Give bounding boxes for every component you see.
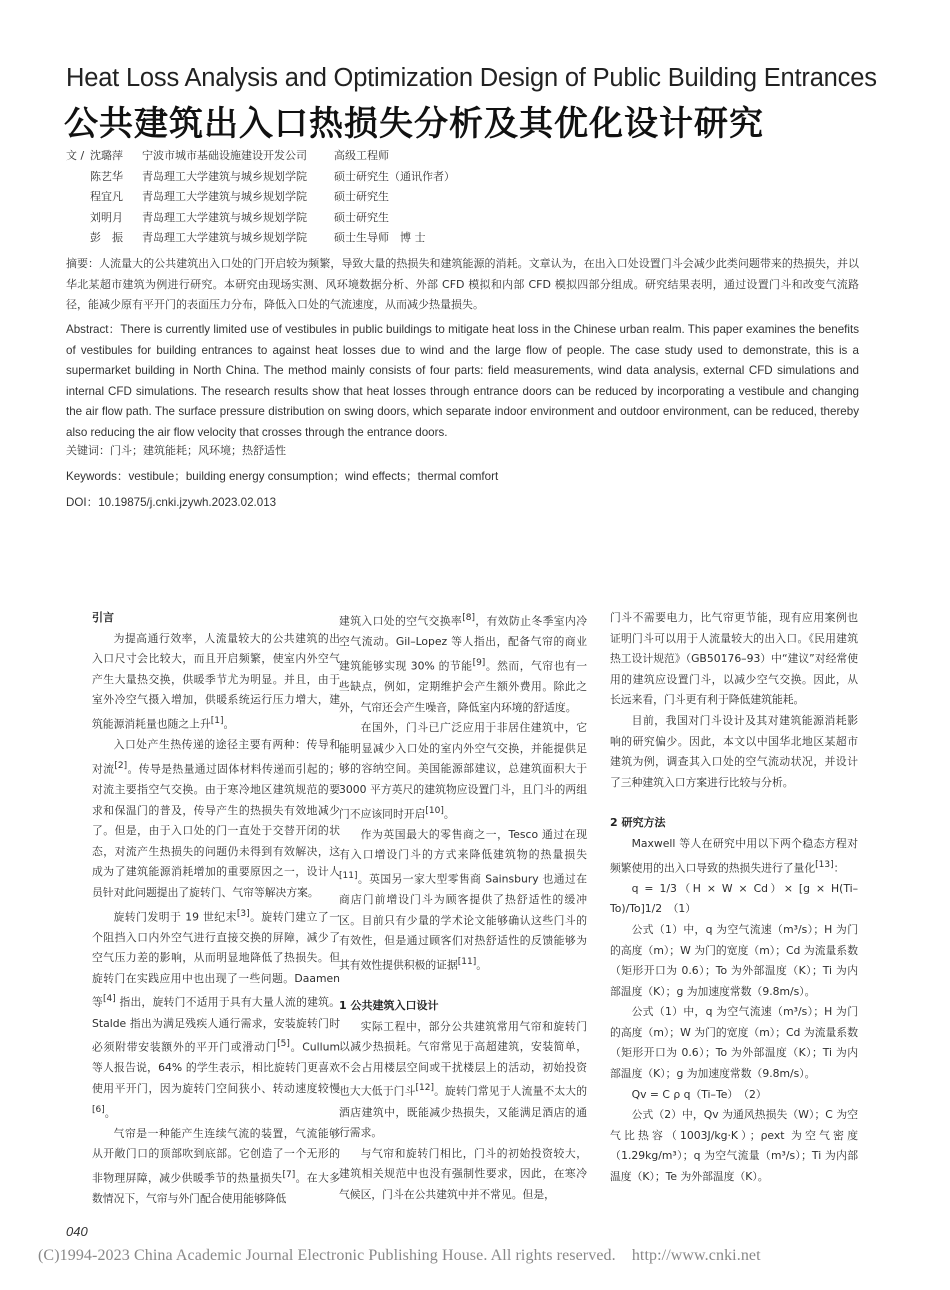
paragraph: 作为英国最大的零售商之一，Tesco 通过在现有入口增设门斗的方式来降低建筑物的热量损失[11]。英国另一家大型零售商 Sainsbury 也通过在商店门前增设门斗为顾客提供了热舒适性的缓冲区。目前只有少量的学术论文能够确认这些门斗的有效性，但是通过顾客们对热舒适性的反馈能够为其有效性提供积极的证据[11]。 xyxy=(339,827,587,972)
paragraph: Maxwell 等人在研究中用以下两个稳态方程对频繁使用的出入口导致的热损失进行了量化[13]： xyxy=(610,836,858,875)
citation-ref[interactable]: [12] xyxy=(415,1083,434,1094)
author-title: 硕士研究生 xyxy=(334,190,389,203)
citation-ref[interactable]: [6] xyxy=(92,1104,105,1115)
author-org: 青岛理工大学建筑与城乡规划学院 xyxy=(142,210,307,224)
doi-link[interactable]: DOI：10.19875/j.cnki.jzywh.2023.02.013 xyxy=(66,496,277,509)
body-column-2 xyxy=(339,608,587,1206)
author-title: 硕士生导师 博 士 xyxy=(334,231,426,244)
author-name: 陈艺华 xyxy=(90,169,123,183)
paragraph: 公式（1）中，q 为空气流速（m³/s）；H 为门的高度（m）；W 为门的宽度（m）；Cd 为流量系数（矩形开口为 0.6）；To 为外部温度（K）；Ti 为内部温度（K）；g 为加速度常数（9.8m/s）。 xyxy=(610,922,858,998)
author-org: 青岛理工大学建筑与城乡规划学院 xyxy=(142,190,307,203)
author-row xyxy=(66,187,534,208)
author-prefix: 文 / xyxy=(66,149,85,162)
author-org: 宁波市城市基础设施建设开发公司 xyxy=(142,149,307,162)
paragraph: 与气帘和旋转门相比，门斗的初始投资较大，建筑相关规范中也没有强制性要求，因此，在寒冷气候区，门斗在公共建筑中并不常见。但是， xyxy=(339,1146,587,1201)
citation-ref[interactable]: [7] xyxy=(282,1170,296,1180)
author-name: 刘明月 xyxy=(90,210,123,224)
title-chinese: 公共建筑出入口热损失分析及其优化设计研究 xyxy=(64,104,764,144)
citation-ref[interactable]: [10] xyxy=(425,805,444,816)
author-row xyxy=(66,167,534,188)
page-number: 040 xyxy=(66,1224,88,1239)
author-row xyxy=(66,208,534,229)
author-org: 青岛理工大学建筑与城乡规划学院 xyxy=(142,169,307,183)
paragraph: 旋转门发明于 19 世纪末[3]。旋转门建立了一个阻挡入口内外空气进行直接交换的屏障，减少了空气压力差的影响，从而明显地降低了热损失。但旋转门在实践应用中也出现了一些问题。Daamen 等[4] 指出，旋转门不适用于具有大量人流的建筑。Stalde 指出为满足残疾人通行需求，安装旋转门时必须附带安装额外的平开门或滑动门[5]。Cullum 等人报告说，64% 的学生表示，相比旋转门更喜欢使用平开门，因为旋转门空间狭小、转动速度较慢[6]。 xyxy=(92,908,341,1120)
author-title: 硕士研究生（通讯作者） xyxy=(334,169,455,183)
author-org: 青岛理工大学建筑与城乡规划学院 xyxy=(142,231,307,244)
copyright-watermark: (C)1994-2023 China Academic Journal Electronic Publishing House. All rights reserved. http://www.cnki.net xyxy=(38,1247,761,1264)
citation-ref[interactable]: [8] xyxy=(462,613,475,623)
keywords-chinese: 关键词：门斗；建筑能耗；风环境；热舒适性 xyxy=(66,444,286,457)
citation-ref[interactable]: [13] xyxy=(815,859,834,870)
section-heading-2: 2 研究方法 xyxy=(610,816,666,830)
citation-ref[interactable]: [11] xyxy=(339,870,358,881)
paragraph: 为提高通行效率，人流量较大的公共建筑的出入口尺寸会比较大，而且开启频繁，使室内外空气产生大量热交换，供暖季节尤为明显。并且，由于室外冷空气摄入增加，供暖系统运行压力增大，建筑能源消耗量也随之上升[1]。 xyxy=(92,631,340,731)
body-column-3 xyxy=(610,608,858,1188)
section-heading-intro: 引言 xyxy=(92,611,114,624)
abstract-chinese: 摘要：人流量大的公共建筑出入口处的门开启较为频繁，导致大量的热损失和建筑能源的消耗。文章认为，在出入口处设置门斗会减少此类问题带来的热损失，并以华北某超市建筑为例进行研究。本研究由现场实测、风环境数据分析、外部 CFD 模拟和内部 CFD 模拟四部分组成。研究结果表明，通过设置门斗和改变气流路径，能减少原有平开门的表面压力分布，降低入口处的气流速度，从而减少热量损失。 xyxy=(66,257,859,311)
author-list xyxy=(66,146,534,249)
citation-ref[interactable]: [2] xyxy=(114,760,128,771)
author-name: 程宜凡 xyxy=(90,190,123,203)
body-column-1 xyxy=(92,608,340,1210)
author-row xyxy=(66,146,534,167)
citation-ref[interactable]: [4] xyxy=(103,994,116,1005)
author-title: 高级工程师 xyxy=(334,149,389,162)
paragraph: 气帘是一种能产生连续气流的装置，气流能够从开敞门口的顶部吹到底部。它创造了一个无形的非物理屏障，减少供暖季节的热量损失[7]。在大多数情况下，气帘与外门配合使用能够降低 xyxy=(92,1126,341,1206)
citation-ref[interactable]: [9] xyxy=(472,657,486,668)
equation-1: q = 1/3（H × W × Cd）× [g × H(Ti–To)/To]1/2 （1） xyxy=(610,881,858,916)
author-name: 沈璐萍 xyxy=(90,149,123,162)
equation-2: Qv = C ρ q（Ti–Te） （2） xyxy=(631,1087,767,1101)
paragraph: 入口处产生热传递的途径主要有两种：传导和对流[2]。传导是热量通过固体材料传递而引起的；对流主要指空气交换。由于寒冷地区建筑规范的要求和保温门的普及，传导产生的热损失有效地减少了。但是，由于入口处的门一直处于交替开闭的状态，对流产生热损失的问题仍未得到有效解决，这成为了建筑能源消耗增加的重要原因之一，设计人员针对此问题提出了旋转门、气帘等解决方案。 xyxy=(92,738,340,899)
paragraph: 实际工程中，部分公共建筑常用气帘和旋转门以减少热损耗。气帘常见于高超建筑，安装简单，不会占用楼层空间或干扰楼层上的活动，初始投资也大大低于门斗[12]。旋转门常见于人流量不太大的酒店建筑中，既能减少热损失，又能满足酒店的通行需求。 xyxy=(339,1019,588,1140)
keywords-english: Keywords：vestibule；building energy consumption；wind effects；thermal comfort xyxy=(66,470,499,483)
paragraph: 在国外，门斗已广泛应用于非居住建筑中，它能明显减少入口处的室内外空气交换，并能提供足够的容纳空间。美国能源部建议，总建筑面积大于 3000 平方英尺的建筑物应设置门斗，且门斗的两组门不应该同时开启[10]。 xyxy=(339,721,587,821)
paragraph: 建筑入口处的空气交换率[8]，有效防止冬季室内冷空气流动。Gil–Lopez 等人指出，配备气帘的商业建筑能够实现 30% 的节能[9]。然而，气帘也有一些缺点，例如，定期维护会产生额外费用。除此之外，气帘还会产生噪音，降低室内环境的舒适度。 xyxy=(339,613,588,714)
author-title: 硕士研究生 xyxy=(334,210,389,224)
paragraph: 公式（1）中，q 为空气流速（m³/s）；H 为门的高度（m）；W 为门的宽度（m）；Cd 为流量系数（矩形开口为 0.6）；To 为外部温度（K）；Ti 为内部温度（K）；g 为加速度常数（9.8m/s）。 xyxy=(610,1005,858,1081)
citation-ref[interactable]: [5] xyxy=(277,1039,290,1050)
section-heading-1: 1 公共建筑入口设计 xyxy=(339,999,439,1013)
citation-ref[interactable]: [1] xyxy=(210,715,224,726)
paragraph: 门斗不需要电力，比气帘更节能，现有应用案例也证明门斗可以用于人流量较大的出入口。《民用建筑热工设计规范》（GB50176–93）中“建议”对经常使用的建筑应设置门斗，以减少空气交换。因此，从长远来看，门斗更有利于降低建筑能耗。 xyxy=(610,611,858,707)
paragraph: 公式（2）中，Qv 为通风热损失（W）；C 为空气比热容（1003J/kg·K）；ρext 为空气密度（1.29kg/m³）；q 为空气流量（m³/s）；Ti 为内部温度（K）；Te 为外部温度（K）。 xyxy=(610,1108,858,1184)
abstract-english: Abstract：There is currently limited use of vestibules in public buildings to mitigate heat loss in the Chinese urban realm. This paper examines the benefits of vestibules for building entrances to against heat losses due to wind and the large flow of people. The case study used to demonstrate, this is a supermarket building in North China. The method mainly consists of four parts: field measurements, wind data analysis, external CFD simulations and internal CFD simulations. The research results show that heat losses through entrance doors can be reduced by incorporating a vestibule and changing the air flow path. The surface pressure distribution on swing doors, which separate indoor environment and outdoor environment, can be reduced, thereby also reducing the air flow velocity that crosses through the entrance doors. xyxy=(66,323,859,439)
title-english: Heat Loss Analysis and Optimization Design of Public Building Entrances xyxy=(66,64,877,92)
citation-ref[interactable]: [3] xyxy=(236,908,250,919)
paragraph: 目前，我国对门斗设计及其对建筑能源消耗影响的研究偏少。因此，本文以中国华北地区某超市建筑为例，调查其入口处的空气流动状况，并设计了三种建筑入口方案进行比较与分析。 xyxy=(610,713,858,789)
author-name: 彭 振 xyxy=(90,231,123,244)
author-row xyxy=(66,228,534,249)
citation-ref[interactable]: [11] xyxy=(457,956,477,967)
